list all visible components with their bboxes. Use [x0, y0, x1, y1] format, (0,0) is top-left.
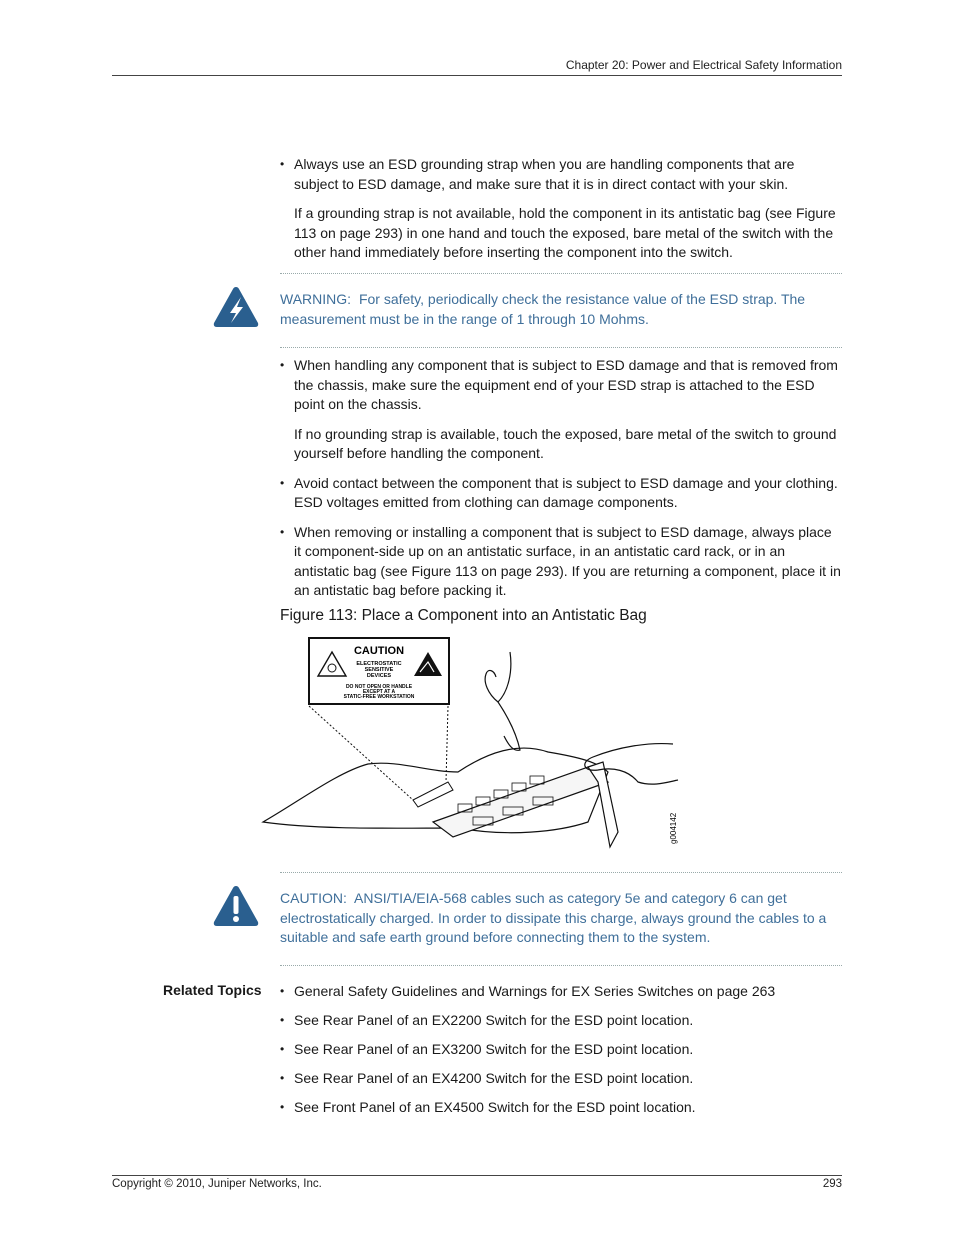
svg-text:EXCEPT AT A: EXCEPT AT A: [362, 689, 396, 695]
svg-text:DEVICES: DEVICES: [366, 673, 392, 679]
caution-notice: [280, 889, 842, 948]
top-bullet-list: [280, 155, 842, 263]
list-item-text: When handling any component that is subject to ESD damage and that is removed from the chassis, make sure the equipment end of your ESD strap is attached to the ESD point on the chassis.: [294, 357, 838, 412]
list-item: [280, 474, 842, 513]
footer-rule: [112, 1175, 842, 1176]
warning-text: For safety, periodically check the resistance value of the ESD strap. The measurement must be in the range of 1 through 10 Mohms.: [280, 291, 806, 327]
related-link[interactable]: • See Rear Panel of an EX4200 Switch for the ESD point location.: [280, 1069, 842, 1089]
warning-notice: [280, 290, 842, 329]
list-item-subparagraph: If a grounding strap is not available, hold the component in its antistatic bag (see Figure 113 on page 293) in one hand and touch the exposed, bare metal of the switch with the other hand immediately before inserting the component into the switch.: [294, 205, 836, 260]
divider: [280, 872, 842, 873]
related-link[interactable]: • General Safety Guidelines and Warnings for EX Series Switches on page 263: [280, 982, 842, 1002]
related-link[interactable]: • See Front Panel of an EX4500 Switch for the ESD point location.: [280, 1098, 842, 1118]
footer-copyright: Copyright © 2010, Juniper Networks, Inc.: [112, 1178, 322, 1190]
svg-text:SENSITIVE: SENSITIVE: [364, 667, 394, 673]
caution-keyword: CAUTION:: [280, 890, 347, 906]
list-item-text: Always use an ESD grounding strap when you are handling components that are subject to ESD damage, and make sure that it is in direct contact with your skin.: [294, 156, 795, 192]
header-rule: [112, 75, 842, 76]
related-topics-list: [280, 982, 842, 1127]
list-item-text: Avoid contact between the component that is subject to ESD damage and your clothing. ESD voltages emitted from clothing can damage components.: [294, 474, 838, 510]
caution-exclamation-icon: [212, 884, 260, 928]
figure-code: g004142: [669, 812, 678, 844]
warning-keyword: WARNING:: [280, 291, 352, 307]
related-link[interactable]: • See Rear Panel of an EX3200 Switch for the ESD point location.: [280, 1040, 842, 1060]
antistatic-bag-illustration: [258, 632, 688, 857]
list-item: [280, 523, 842, 601]
caution-text: ANSI/TIA/EIA-568 cables such as category 5e and category 6 can get electrostatically charged. In order to dissipate this charge, always ground the cables to a suitable and safe earth ground before connecting them to the system.: [280, 890, 827, 945]
list-item-subparagraph: If no grounding strap is available, touch the exposed, bare metal of the switch to ground yourself before handling the component.: [294, 425, 837, 461]
list-item-text: When removing or installing a component that is subject to ESD damage, always place it component-side up on an antistatic surface, in an antistatic card rack, or in an antistatic bag (see Figure 113 on page 293). If you are returning a component, place it in an antistatic bag before packing it.: [294, 523, 841, 598]
divider: [280, 965, 842, 966]
svg-text:STATIC-FREE WORKSTATION: STATIC-FREE WORKSTATION: [343, 694, 415, 700]
related-topics-label: Related Topics: [163, 982, 262, 998]
divider: [280, 347, 842, 348]
related-link[interactable]: • See Rear Panel of an EX2200 Switch for the ESD point location.: [280, 1011, 842, 1031]
list-item: [280, 356, 842, 415]
svg-text:DO NOT OPEN OR HANDLE: DO NOT OPEN OR HANDLE: [345, 684, 413, 690]
mid-bullet-list: [280, 356, 842, 601]
page-number: 293: [822, 1178, 842, 1190]
list-item: [280, 155, 842, 194]
svg-text:ELECTROSTATIC: ELECTROSTATIC: [356, 661, 402, 667]
warning-lightning-icon: [212, 285, 260, 329]
label-caution: CAUTION: [353, 645, 405, 657]
figure-title: Figure 113: Place a Component into an Antistatic Bag: [280, 607, 647, 624]
chapter-header: Chapter 20: Power and Electrical Safety Information: [565, 58, 842, 72]
divider: [280, 273, 842, 274]
